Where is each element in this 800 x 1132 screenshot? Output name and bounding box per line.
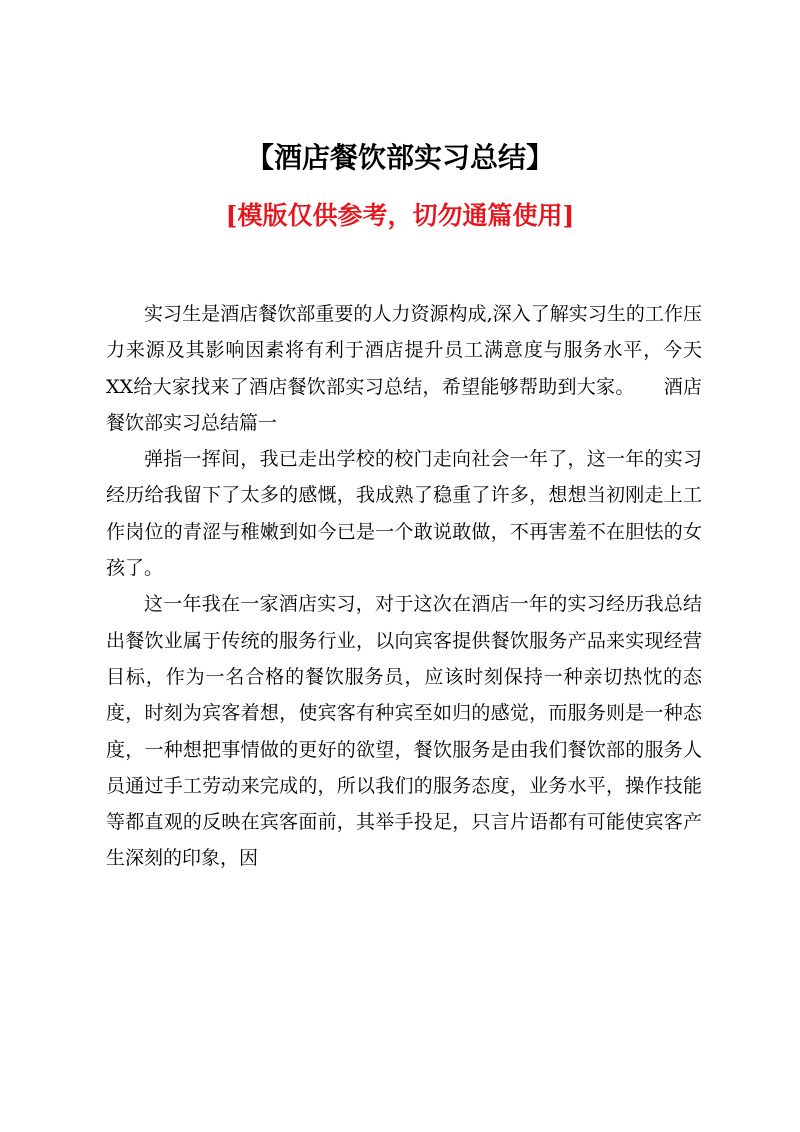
document-title: 【酒店餐饮部实习总结】 [245, 141, 554, 174]
paragraph-1: 弹指一挥间，我已走出学校的校门走向社会一年了，这一年的实习经历给我留下了太多的感慨，我成熟了稳重了许多，想想当初刚走上工作岗位的青涩与稚嫩到如今已是一个敢说敢做，不再害羞不在胆怯的女孩了。 [106, 448, 702, 580]
paragraph-2: 这一年我在一家酒店实习，对于这次在酒店一年的实习经历我总结出餐饮业属于传统的服务行业，以向宾客提供餐饮服务产品来实现经营目标，作为一名合格的餐饮服务员，应该时刻保持一种亲切热忱的态度，时刻为宾客着想，使宾客有种宾至如归的感觉，而服务则是一种态度，一种想把事情做的更好的欲望，餐饮服务是由我们餐饮部的服务人员通过手工劳动来完成的，所以我们的服务态度，业务水平，操作技能等都直观的反映在宾客面前，其举手投足，只言片语都有可能使宾客产生深刻的印象，因 [106, 593, 702, 870]
paragraph-intro: 实习生是酒店餐饮部重要的人力资源构成,深入了解实习生的工作压力来源及其影响因素将有利于酒店提升员工满意度与服务水平，今天XX给大家找来了酒店餐饮部实习总结，希望能够帮助到大家。 酒店餐饮部实习总结篇一 [106, 303, 702, 434]
document-subtitle: [模版仅供参考，切勿通篇使用] [225, 201, 575, 230]
document-body [106, 296, 702, 877]
